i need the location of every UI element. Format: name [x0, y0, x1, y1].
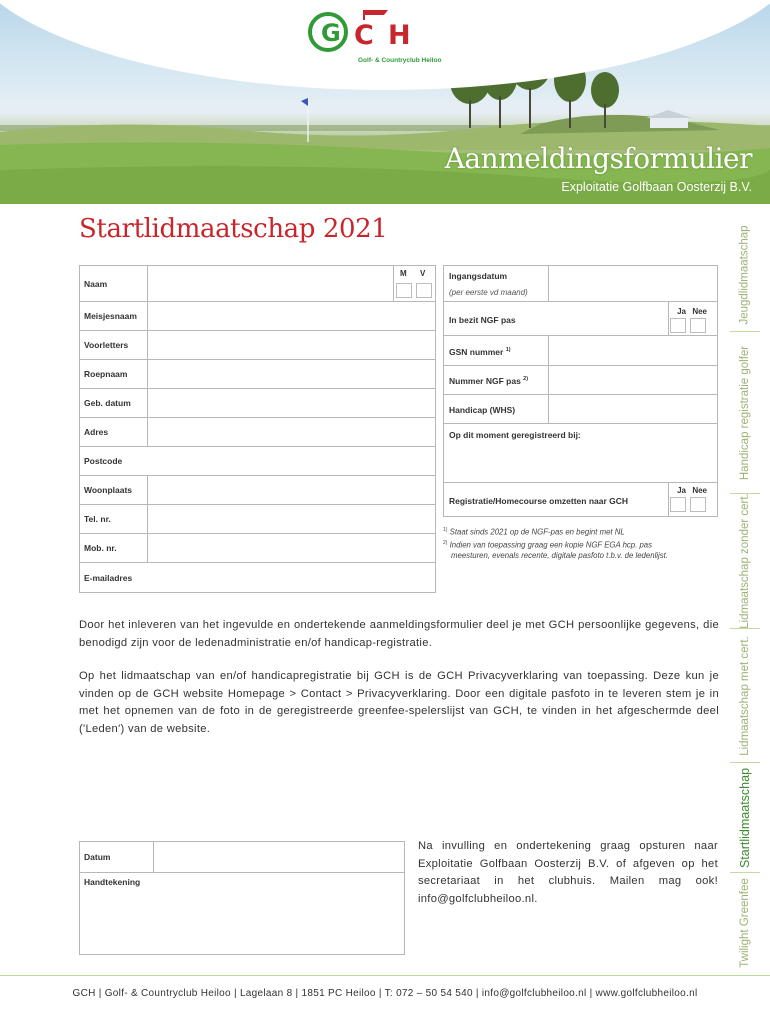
footer-contact: GCH | Golf- & Countryclub Heiloo | Lagelaan 8 | 1851 PC Heiloo | T: 072 – 50 54 540 | info@golfclubheiloo.nl | www.golfclubheiloo.nl: [72, 988, 698, 999]
signature-box: [79, 841, 405, 955]
registratie-nee-checkbox[interactable]: [690, 497, 706, 512]
tab-twilight-greenfee[interactable]: Twilight Greenfee: [739, 878, 751, 968]
svg-text:Golf- & Countryclub Heiloo: Golf- & Countryclub Heiloo: [358, 57, 442, 64]
footnotes: [443, 525, 723, 561]
row-adres: [80, 418, 435, 447]
row-gsn-nummer: [444, 336, 717, 366]
input-ingangsdatum[interactable]: [549, 266, 717, 301]
v-label: V: [420, 269, 426, 278]
membership-type-tabs: [730, 218, 770, 973]
label-ngf-pas: In bezit NGF pas: [449, 315, 516, 325]
tab-handicap-registratie[interactable]: Handicap registratie golfer: [730, 332, 760, 494]
ingangsdatum-note: (per eerste vd maand): [449, 288, 528, 297]
label-ngf-nummer: Nummer NGF pas $^{2)}$: [449, 376, 529, 386]
form-title: Aanmeldingsformulier: [444, 142, 752, 175]
label-handtekening: Handtekening: [84, 877, 141, 887]
row-roepnaam: [80, 360, 435, 389]
v-checkbox[interactable]: [416, 283, 432, 298]
organization-subtitle: Exploitatie Golfbaan Oosterzij B.V.: [561, 180, 752, 194]
footnote-1: $^{1)}$ Staat sinds 2021 op de NGF-pas en begint met NL: [443, 527, 625, 537]
label-e-mailadres: E-mailadres: [84, 572, 133, 583]
golf-details-table: [443, 265, 718, 517]
label-geb-datum: Geb. datum: [80, 389, 148, 417]
row-postcode[interactable]: [80, 447, 435, 476]
input-roepnaam[interactable]: [148, 360, 435, 388]
row-ingangsdatum: [444, 266, 717, 302]
input-naam[interactable]: [148, 266, 393, 301]
input-mob-nr[interactable]: [148, 534, 435, 562]
input-handicap[interactable]: [549, 395, 717, 423]
row-registratie: [444, 483, 717, 516]
svg-text:C: C: [354, 20, 374, 51]
nee-label-2: Nee: [692, 486, 707, 495]
input-adres[interactable]: [148, 418, 435, 446]
row-handicap: [444, 395, 717, 424]
row-woonplaats: [80, 476, 435, 505]
signature-area[interactable]: [80, 874, 404, 954]
ja-label: Ja: [677, 307, 686, 316]
input-meisjesnaam[interactable]: [148, 302, 435, 330]
svg-text:G: G: [321, 19, 341, 47]
tab-jeugdlidmaatschap[interactable]: Jeugdlidmaatschap: [730, 218, 760, 332]
label-voorletters: Voorletters: [80, 331, 148, 359]
label-mob-nr: Mob. nr.: [80, 534, 148, 562]
row-ngf-nummer: [444, 366, 717, 395]
tab-lidmaatschap-met-cert[interactable]: Lidmaatschap met cert.: [730, 629, 760, 763]
footnote-2-cont: meesturen, evenals recente, digitale pasfoto t.b.v. de ledenlijst.: [451, 551, 668, 561]
input-datum[interactable]: [155, 842, 404, 872]
registratie-ja-checkbox[interactable]: [670, 497, 686, 512]
label-roepnaam: Roepnaam: [80, 360, 148, 388]
row-e-mailadres[interactable]: [80, 563, 435, 592]
ja-label-2: Ja: [677, 486, 686, 495]
row-meisjesnaam: [80, 302, 435, 331]
label-adres: Adres: [80, 418, 148, 446]
label-geregistreerd: Op dit moment geregistreerd bij:: [449, 430, 581, 440]
privacy-paragraph-1: Door het inleveren van het ingevulde en ondertekende aanmeldingsformulier deel je met GCH persoonlijke gegevens, die benodigd zijn voor de ledenadministratie en/of handicap-registratie.: [79, 619, 719, 649]
ngf-pas-ja-checkbox[interactable]: [670, 318, 686, 333]
personal-details-table: [79, 265, 436, 593]
input-voorletters[interactable]: [148, 331, 435, 359]
label-naam: Naam: [80, 266, 148, 301]
m-checkbox[interactable]: [396, 283, 412, 298]
svg-text:H: H: [388, 20, 411, 51]
row-mob-nr: [80, 534, 435, 563]
membership-title: Startlidmaatschap 2021: [79, 214, 388, 244]
label-meisjesnaam: Meisjesnaam: [80, 302, 148, 330]
row-geregistreerd[interactable]: [444, 424, 717, 483]
row-geb-datum: [80, 389, 435, 418]
label-tel-nr: Tel. nr.: [80, 505, 148, 533]
gch-logo: [306, 10, 456, 70]
label-registratie: Registratie/Homecourse omzetten naar GCH: [449, 496, 629, 506]
ngf-pas-nee-checkbox[interactable]: [690, 318, 706, 333]
input-woonplaats[interactable]: [148, 476, 435, 504]
input-gsn-nummer[interactable]: [549, 336, 717, 365]
tab-lidmaatschap-zonder-cert[interactable]: Lidmaatschap zonder cert.: [730, 494, 760, 629]
label-postcode: Postcode: [84, 456, 123, 466]
label-datum: Datum: [80, 842, 154, 873]
input-tel-nr[interactable]: [148, 505, 435, 533]
row-voorletters: [80, 331, 435, 360]
label-gsn-nummer: GSN nummer $^{1)}$: [449, 347, 511, 357]
footer-divider: [0, 975, 770, 976]
input-ngf-nummer[interactable]: [549, 366, 717, 394]
label-handicap: Handicap (WHS): [449, 405, 516, 415]
submission-instructions: Na invulling en ondertekening graag opsturen naar Exploitatie Golfbaan Oosterzij B.V. of afgeven op het secretariaat in het clubhuis. Mailen mag ook! info@golfclubheiloo.nl.: [418, 840, 718, 905]
gender-box: [393, 266, 435, 301]
label-woonplaats: Woonplaats: [80, 476, 148, 504]
row-ngf-pas: [444, 302, 717, 336]
label-ingangsdatum: Ingangsdatum: [449, 271, 508, 281]
header-banner: [0, 0, 770, 204]
footnote-2: $^{2)}$ Indien van toepassing graag een kopie NGF EGA hcp. pas: [443, 539, 653, 550]
m-label: M: [400, 269, 407, 278]
nee-label: Nee: [692, 307, 707, 316]
row-naam: [80, 266, 435, 302]
tab-startlidmaatschap[interactable]: Startlidmaatschap: [730, 763, 760, 873]
row-tel-nr: [80, 505, 435, 534]
privacy-paragraph-2: Op het lidmaatschap van en/of handicapregistratie bij GCH is de GCH Privacyverklaring van toepassing. Deze kun je vinden op de GCH website Homepage > Contact > Privacyverklaring. Door een digitale pasfoto in te leveren stem je in met het opnemen van de foto in de geregistreerde greenfee-spelerslijst van GCH, te vinden in het afgeschermde deel ('Leden') van de website.: [79, 670, 719, 735]
input-geb-datum[interactable]: [148, 389, 435, 417]
